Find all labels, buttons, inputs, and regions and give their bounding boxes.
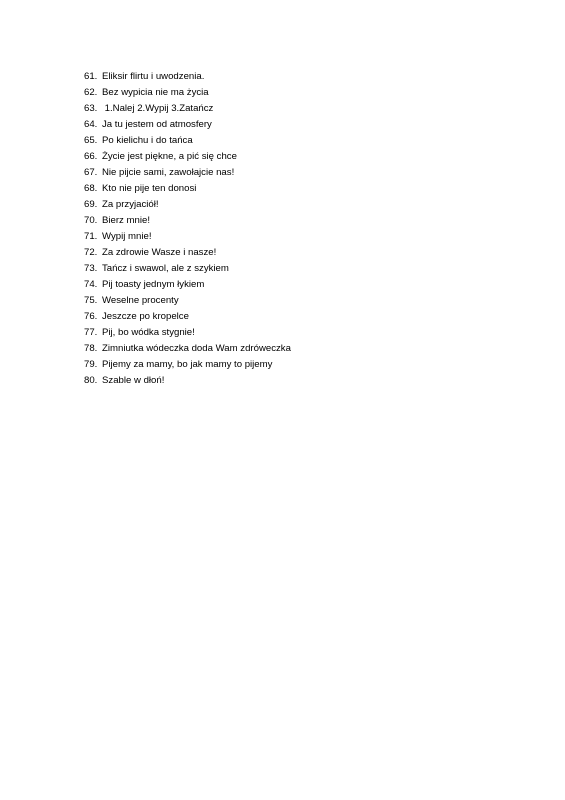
item-number: 79.	[84, 359, 98, 370]
item-text: Pij, bo wódka stygnie!	[102, 327, 195, 338]
item-text: Życie jest piękne, a pić się chce	[102, 151, 237, 162]
item-text: Tańcz i swawol, ale z szykiem	[102, 263, 229, 274]
list-item	[84, 341, 304, 357]
list-item	[84, 293, 304, 309]
item-text: Kto nie pije ten donosi	[102, 183, 197, 194]
item-number: 73.	[84, 263, 98, 274]
list-item	[84, 245, 304, 261]
list-item	[84, 69, 304, 85]
list-item	[84, 133, 304, 149]
item-number: 77.	[84, 327, 98, 338]
item-number: 76.	[84, 311, 98, 322]
item-text: Za przyjaciół!	[102, 199, 159, 210]
item-text: Bez wypicia nie ma życia	[102, 87, 209, 98]
item-text: Jeszcze po kropelce	[102, 311, 189, 322]
item-number: 65.	[84, 135, 98, 146]
item-number: 80.	[84, 375, 98, 386]
list-item	[84, 277, 304, 293]
item-text: Eliksir flirtu i uwodzenia.	[102, 71, 205, 82]
list-item	[84, 181, 304, 197]
item-number: 78.	[84, 343, 98, 354]
item-number: 61.	[84, 71, 98, 82]
list-item	[84, 229, 304, 245]
list-item	[84, 373, 304, 389]
item-text: Po kielichu i do tańca	[102, 135, 193, 146]
item-number: 63.	[84, 103, 98, 114]
list-item	[84, 309, 304, 325]
item-text: Za zdrowie Wasze i nasze!	[102, 247, 217, 258]
list-item	[84, 213, 304, 229]
item-text: Szable w dłoń!	[102, 375, 165, 386]
item-number: 72.	[84, 247, 98, 258]
item-text: Weselne procenty	[102, 295, 179, 306]
item-number: 75.	[84, 295, 98, 306]
item-text: 1.Nalej 2.Wypij 3.Zatańcz	[102, 103, 214, 114]
list-item	[84, 165, 304, 181]
item-number: 64.	[84, 119, 98, 130]
item-number: 66.	[84, 151, 98, 162]
item-text: Ja tu jestem od atmosfery	[102, 119, 212, 130]
item-text: Bierz mnie!	[102, 215, 150, 226]
item-number: 71.	[84, 231, 98, 242]
list-item	[84, 197, 304, 213]
list-item	[84, 261, 304, 277]
list-item	[84, 149, 304, 165]
list-item	[84, 117, 304, 133]
item-text: Pijemy za mamy, bo jak mamy to pijemy	[102, 359, 273, 370]
item-number: 69.	[84, 199, 98, 210]
list-item	[84, 101, 304, 117]
item-number: 62.	[84, 87, 98, 98]
item-number: 74.	[84, 279, 98, 290]
item-text: Nie pijcie sami, zawołajcie nas!	[102, 167, 235, 178]
list-item	[84, 357, 304, 373]
item-number: 68.	[84, 183, 98, 194]
list-item	[84, 85, 304, 101]
numbered-list	[84, 69, 304, 389]
list-item	[84, 325, 304, 341]
item-text: Wypij mnie!	[102, 231, 152, 242]
item-text: Zimniutka wódeczka doda Wam zdrówеczka	[102, 343, 291, 354]
item-number: 70.	[84, 215, 98, 226]
item-number: 67.	[84, 167, 98, 178]
item-text: Pij toasty jednym łykiem	[102, 279, 205, 290]
